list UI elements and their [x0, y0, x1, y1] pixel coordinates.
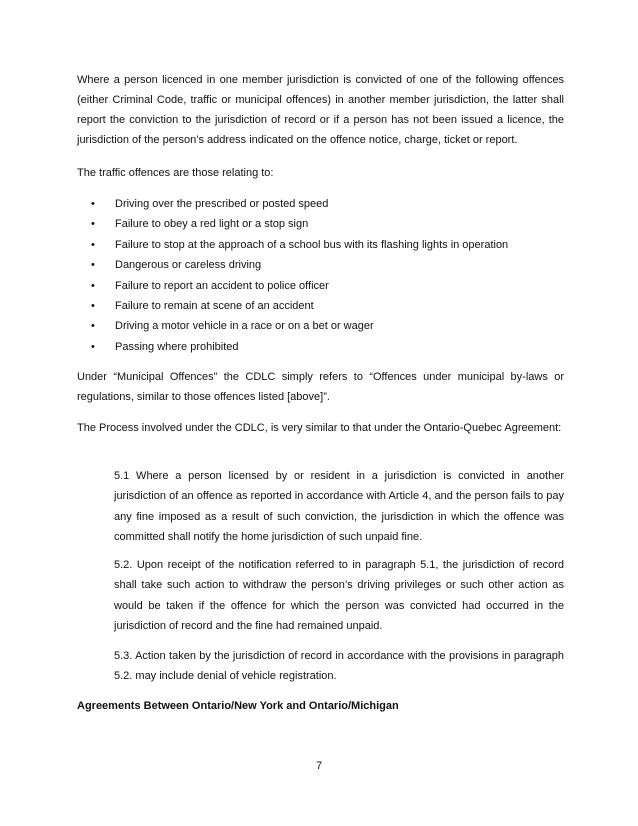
bullet-icon: • — [91, 300, 95, 313]
list-item — [77, 214, 564, 234]
bullet-icon: • — [91, 238, 95, 251]
list-item-text: Passing where prohibited — [115, 340, 239, 353]
section-heading: Agreements Between Ontario/New York and Ontario/Michigan — [77, 700, 399, 712]
list-item — [77, 235, 564, 255]
list-item — [77, 255, 564, 275]
list-item-text: Failure to obey a red light or a stop sign — [115, 218, 309, 231]
municipal-offences-paragraph: Under “Municipal Offences” the CDLC simply refers to “Offences under municipal by-laws or regulations, similar to those offences listed [above]”. — [77, 371, 564, 403]
bullet-icon: • — [91, 218, 95, 231]
traffic-offences-list — [77, 194, 564, 357]
bullet-icon: • — [91, 259, 95, 272]
article-5-3-quote: 5.3. Action taken by the jurisdiction of record in accordance with the provisions in paragraph 5.2. may include denial of vehicle registration. — [114, 650, 564, 683]
list-item-text: Failure to remain at scene of an accident — [115, 300, 314, 313]
list-item-text: Driving over the prescribed or posted speed — [115, 198, 329, 210]
traffic-offences-intro: The traffic offences are those relating to: — [77, 167, 274, 179]
bullet-icon: • — [91, 340, 95, 353]
list-item-text: Failure to report an accident to police officer — [115, 279, 329, 292]
list-item-text: Driving a motor vehicle in a race or on a bet or wager — [115, 320, 374, 333]
list-item-text: Dangerous or careless driving — [115, 259, 262, 272]
page-number: 7 — [315, 760, 323, 772]
article-5-1-quote: 5.1 Where a person licensed by or resident in a jurisdiction is convicted in another jurisdiction of an offence as reported in accordance with Article 4, and the person fails to pay any fine imposed as a result of such conviction, the jurisdiction in which the offence was committed shall notify the home jurisdiction of such unpaid fine. — [114, 470, 564, 543]
list-item-text: Failure to stop at the approach of a school bus with its flashing lights in operation — [115, 238, 509, 251]
list-item — [77, 194, 564, 214]
list-item — [77, 296, 564, 316]
process-paragraph: The Process involved under the CDLC, is very similar to that under the Ontario-Quebec Agreement: — [77, 422, 562, 434]
article-5-2-quote: 5.2. Upon receipt of the notification referred to in paragraph 5.1, the jurisdiction of record shall take such action to withdraw the person’s driving privileges or such other action as would be taken if the offence for which the person was convicted had occurred in the jurisdiction of record and the fine had remained unpaid. — [114, 559, 564, 632]
list-item — [77, 337, 564, 357]
bullet-icon: • — [91, 320, 95, 333]
list-item — [77, 276, 564, 296]
bullet-icon: • — [91, 198, 95, 210]
bullet-icon: • — [91, 279, 95, 292]
intro-paragraph: Where a person licenced in one member jurisdiction is convicted of one of the following offences (either Criminal Code, traffic or municipal offences) in another member jurisdiction, the latter shall report the conviction to the jurisdiction of record or if a person has not been issued a licence, the jurisdiction of the person’s address indicated on the offence notice, charge, ticket or report. — [77, 74, 564, 146]
list-item — [77, 316, 564, 336]
